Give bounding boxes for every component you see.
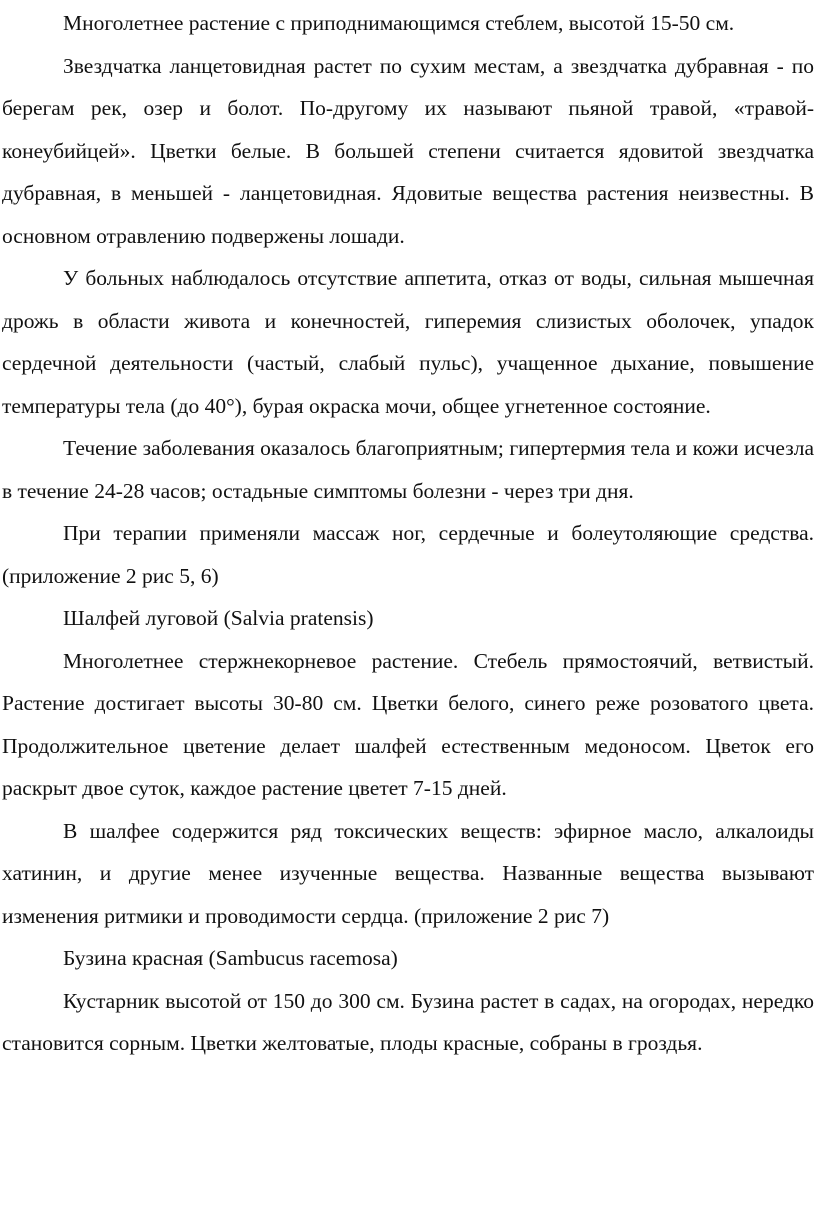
section-heading-sambucus: Бузина красная (Sambucus racemosa): [63, 946, 398, 970]
paragraph-plant-description: Многолетнее растение с приподнимающимся стеблем, высотой 15-50 см.: [63, 11, 735, 35]
section-heading-salvia: Шалфей луговой (Salvia pratensis): [63, 606, 374, 630]
paragraph-starwort-habitat: Звездчатка ланцетовидная растет по сухим местам, а звездчатка дубравная - по берегам рек, озер и болот. По-другому их называют пьяной травой, «травой-конеубийцей». Цветки белые. В большей степени считается ядовитой звездчатка дубравная, в меньшей - ланцетовидная. Ядовитые вещества растения неизвестны. В основном отравлению подвержены лошади.: [2, 53, 814, 248]
paragraph-sambucus-description: Кустарник высотой от 150 до 300 см. Бузина растет в садах, на огородах, нередко становится сорным. Цветки желтоватые, плоды красные, собраны в гроздья.: [2, 988, 814, 1055]
paragraph-salvia-toxins: В шалфее содержится ряд токсических веществ: эфирное масло, алкалоиды хатинин, и другие менее изученные вещества. Названные вещества вызывают изменения ритмики и проводимости сердца. (приложение 2 рис 7): [2, 818, 814, 928]
paragraph-disease-course: Течение заболевания оказалось благоприятным; гипертермия тела и кожи исчезла в течение 24-28 часов; остадьные симптомы болезни - через три дня.: [2, 436, 814, 503]
paragraph-salvia-description: Многолетнее стержнекорневое растение. Стебель прямостоячий, ветвистый. Растение достигает высоты 30-80 см. Цветки белого, синего реже розоватого цвета. Продолжительное цветение делает шалфей естественным медоносом. Цветок его раскрыт двое суток, каждое растение цветет 7-15 дней.: [2, 648, 814, 800]
paragraph-symptoms: У больных наблюдалось отсутствие аппетита, отказ от воды, сильная мышечная дрожь в области живота и конечностей, гиперемия слизистых оболочек, упадок сердечной деятельности (частый, слабый пульс), учащенное дыхание, повышение температуры тела (до 40°), бурая окраска мочи, общее угнетенное состояние.: [2, 266, 814, 418]
paragraph-therapy: При терапии применяли массаж ног, сердечные и болеутоляющие средства. (приложение 2 рис 5, 6): [2, 521, 814, 588]
